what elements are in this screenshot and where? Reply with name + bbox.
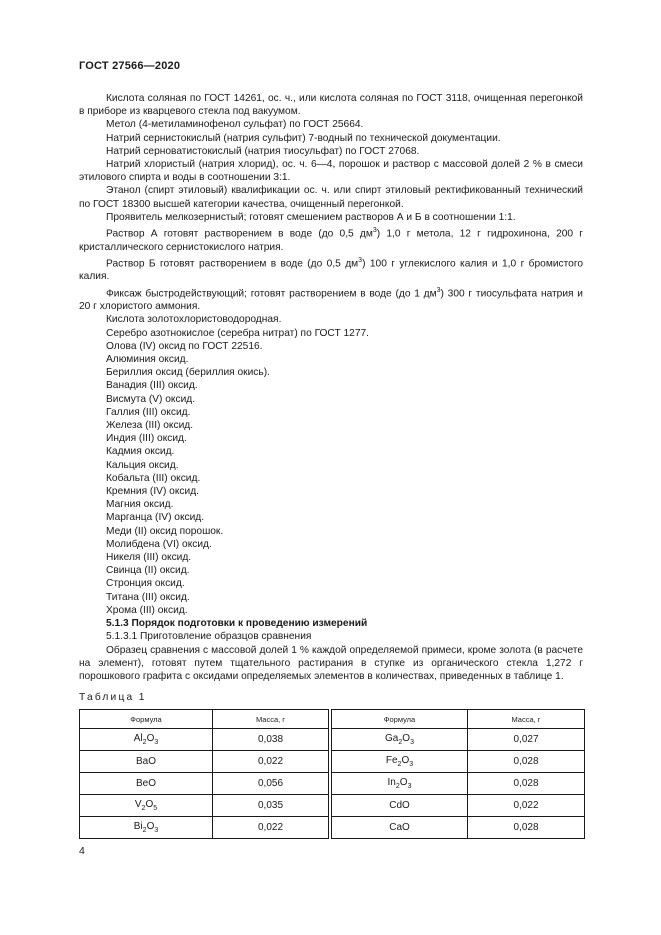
- reference-table: [79, 709, 585, 839]
- document-header: ГОСТ 27566—2020: [79, 60, 181, 72]
- formula-cell: $In_2O_3$: [332, 773, 468, 795]
- reagent-item: Железа (III) оксид.: [106, 420, 194, 432]
- mass-cell: 0,022: [213, 817, 329, 839]
- paragraph: Натрий серноватистокислый (натрия тиосульфат) по ГОСТ 27068.: [106, 145, 420, 157]
- reagent-item: Кислота золотохлористоводородная.: [106, 314, 282, 326]
- mass-cell: 0,056: [213, 773, 329, 795]
- section-heading-513: 5.1.3 Порядок подготовки к проведению измерений: [106, 618, 368, 630]
- reagent-item: Хрома (III) оксид.: [106, 604, 188, 616]
- reagent-item: Алюминия оксид.: [106, 354, 189, 366]
- section-heading-5131: 5.1.3.1 Приготовление образцов сравнения: [106, 631, 312, 643]
- mass-cell: 0,038: [213, 729, 329, 751]
- formula-cell: CaO: [332, 817, 468, 839]
- section-paragraph: Образец сравнения с массовой долей 1 % каждой определяемой примеси, кроме золота (в расчете на элемент), готовят путем тщательного растирания в ступке из органического стекла 1,272 г порошкового графита с оксидами определяемых элементов в количествах, приведенных в таблице 1.: [79, 644, 583, 682]
- table-row: [80, 817, 585, 839]
- paragraph: Кислота соляная по ГОСТ 14261, ос. ч., или кислота соляная по ГОСТ 3118, очищенная перегонкой в приборе из кварцевого стекла под вакуумом.: [79, 93, 583, 118]
- reagent-item: Кобальта (III) оксид.: [106, 472, 201, 484]
- header-mass: Масса, г: [468, 710, 585, 729]
- header-formula: Формула: [80, 710, 213, 729]
- reagent-item: Висмута (V) оксид.: [106, 393, 196, 405]
- table-row: [80, 751, 585, 773]
- table-header-row: [80, 710, 585, 729]
- reagent-item: Индия (III) оксид.: [106, 433, 187, 445]
- reagent-item: Галлия (III) оксид.: [106, 406, 191, 418]
- solution-b-paragraph: Раствор Б готовят растворением в воде (до 0,5 $дм^3$) 100 г углекислого калия и 1,0 г бромистого калия.: [79, 256, 583, 283]
- header-mass: Масса, г: [213, 710, 329, 729]
- formula-cell: CdO: [332, 795, 468, 817]
- reagent-item: Свинца (II) оксид.: [106, 565, 190, 577]
- reagent-item: Кадмия оксид.: [106, 446, 175, 458]
- formula-cell: $Fe_2O_3$: [332, 751, 468, 773]
- page-number: 4: [79, 845, 85, 857]
- formula-cell: $Al_2O_3$: [80, 729, 213, 751]
- formula-cell: BaO: [80, 751, 213, 773]
- paragraph: Метол (4-метиламинофенол сульфат) по ГОСТ 25664.: [106, 119, 364, 131]
- paragraph-group: [79, 92, 583, 224]
- reagent-item: Молибдена (VI) оксид.: [106, 538, 212, 550]
- formula-cell: $V_2O_5$: [80, 795, 213, 817]
- reagent-list: [79, 313, 583, 617]
- reagent-item: Марганца (IV) оксид.: [106, 512, 205, 524]
- reagent-item: Серебро азотнокислое (серебра нитрат) по ГОСТ 1277.: [106, 327, 369, 339]
- mass-cell: 0,022: [468, 795, 585, 817]
- table-row: [80, 773, 585, 795]
- table-row: [80, 729, 585, 751]
- reagent-item: Олова (IV) оксид по ГОСТ 22516.: [106, 340, 263, 352]
- mass-cell: 0,028: [468, 751, 585, 773]
- reagent-item: Титана (III) оксид.: [106, 591, 190, 603]
- table-caption: Таблица 1: [79, 692, 145, 703]
- paragraph: Натрий сернистокислый (натрия сульфит) 7-водный по технической документации.: [106, 132, 501, 144]
- document-body: [79, 92, 583, 683]
- paragraph: Натрий хлористый (натрия хлорид), ос. ч. 6—4, порошок и раствор с массовой долей 2 % в смеси этилового спирта и воды в соотношении 3:1.: [79, 159, 583, 184]
- reagent-item: Никеля (III) оксид.: [106, 552, 192, 564]
- reagent-item: Ванадия (III) оксид.: [106, 380, 198, 392]
- solution-a-paragraph: Раствор А готовят растворением в воде (до 0,5 $дм^3$) 1,0 г метола, 12 г гидрохинона, 200 г кристаллического сернистокислого натрия.: [79, 227, 583, 253]
- mass-cell: 0,028: [468, 773, 585, 795]
- table-row: [80, 795, 585, 817]
- reagent-item: Стронция оксид.: [106, 578, 185, 590]
- reagent-item: Кремния (IV) оксид.: [106, 486, 199, 498]
- formula-cell: BeO: [80, 773, 213, 795]
- mass-cell: 0,022: [213, 751, 329, 773]
- reagent-item: Кальция оксид.: [106, 459, 179, 471]
- reagent-item: Меди (II) оксид порошок.: [106, 525, 224, 537]
- mass-cell: 0,028: [468, 817, 585, 839]
- mass-cell: 0,035: [213, 795, 329, 817]
- header-formula: Формула: [332, 710, 468, 729]
- mass-cell: 0,027: [468, 729, 585, 751]
- paragraph: Этанол (спирт этиловый) квалификации ос. ч. или спирт этиловый ректификованный технический по ГОСТ 18300 высшей категории качества, очищенный перегонкой.: [79, 185, 583, 210]
- formula-cell: $Bi_2O_3$: [80, 817, 213, 839]
- reagent-item: Бериллия оксид (бериллия окись).: [106, 367, 270, 379]
- reagent-item: Магния оксид.: [106, 499, 174, 511]
- paragraph: Проявитель мелкозернистый; готовят смешением растворов А и Б в соотношении 1:1.: [106, 211, 516, 223]
- formula-cell: $Ga_2O_3$: [332, 729, 468, 751]
- fixer-paragraph: Фиксаж быстродействующий; готовят растворением в воде (до 1 $дм^3$) 300 г тиосульфата натрия и 20 г хлористого аммония.: [79, 286, 583, 313]
